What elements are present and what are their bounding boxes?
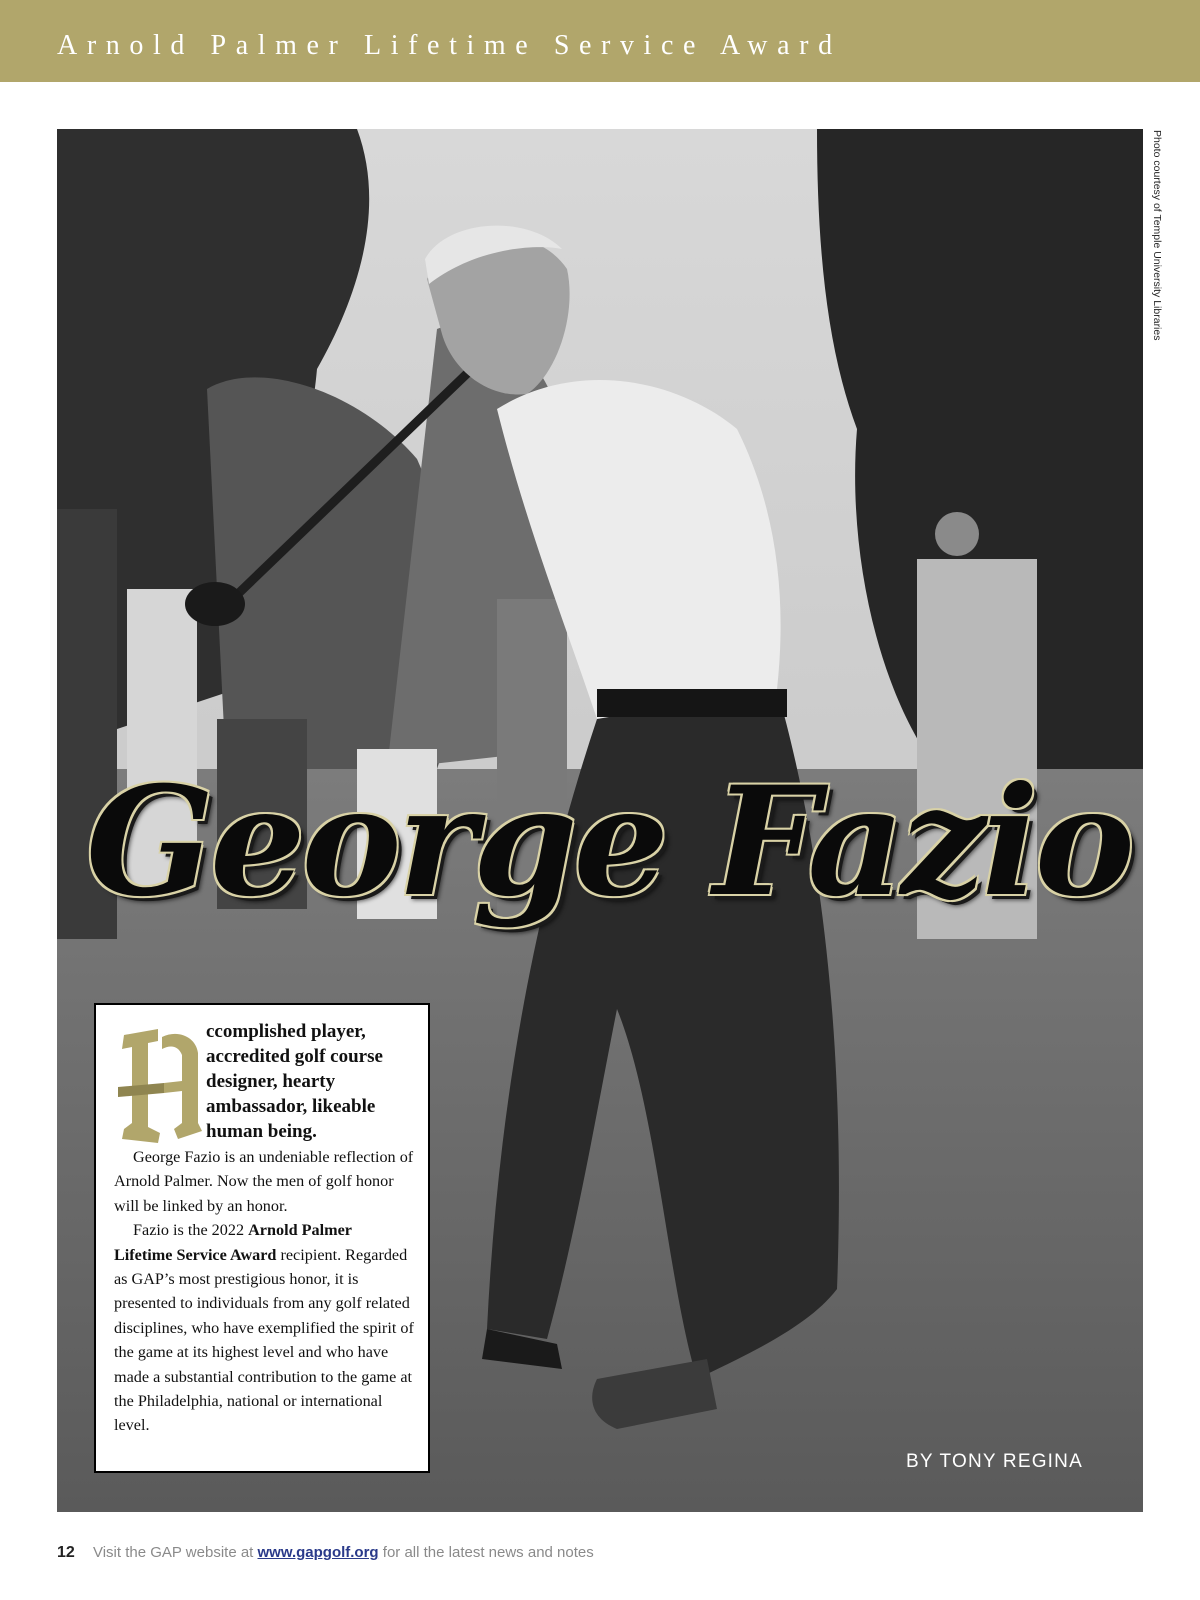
section-title: Arnold Palmer Lifetime Service Award bbox=[57, 30, 842, 61]
intro-paragraph-1: George Fazio is an undeniable reflection of Arnold Palmer. Now the men of golf honor will be linked by an honor. bbox=[114, 1148, 414, 1215]
website-link[interactable]: www.gapgolf.org bbox=[257, 1544, 379, 1561]
award-name: Arnold Palmer Lifetime Service Award bbox=[114, 1221, 352, 1264]
p2-lead: Fazio is the 2022 bbox=[133, 1221, 249, 1240]
intro-lead: ccomplished player, accredited golf course designer, hearty ambassador, likeable human being. bbox=[206, 1021, 383, 1142]
p2-rest: recipient. Regarded as GAP’s most prestigious honor, it is presented to individuals from any golf related disciplines, who have exemplified the spirit of the game at its highest level and who have made a substantial contribution to the game at the Philadelphia, national or international level. bbox=[114, 1245, 414, 1435]
intro-text-box bbox=[94, 1003, 430, 1473]
footer-text-after: for all the latest news and notes bbox=[382, 1544, 594, 1561]
footer-text-before: Visit the GAP website at bbox=[92, 1544, 258, 1561]
intro-paragraph-2 bbox=[114, 1218, 414, 1438]
page-footer bbox=[57, 1542, 594, 1564]
byline: BY TONY REGINA bbox=[906, 1451, 1083, 1472]
intro-body bbox=[114, 1145, 414, 1438]
photo-credit: Photo courtesy of Temple University Libraries bbox=[1151, 130, 1163, 341]
header-band bbox=[0, 0, 1200, 82]
dropcap-a-ornament bbox=[118, 1027, 202, 1145]
article-headline: George Fazio bbox=[86, 754, 1131, 930]
page-number: 12 bbox=[57, 1544, 75, 1561]
